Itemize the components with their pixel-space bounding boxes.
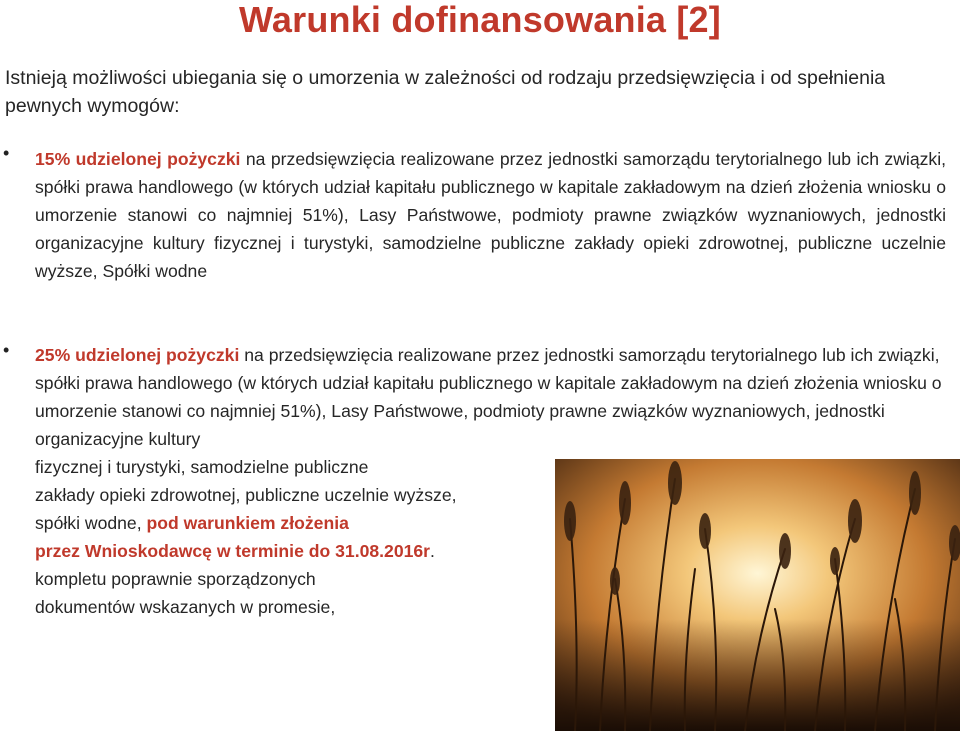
deadline-highlight: przez Wnioskodawcę w terminie do 31.08.2016r — [35, 541, 431, 561]
bullet-text: na przedsięwzięcia realizowane przez jednostki samorządu terytorialnego lub ich związki, spółki prawa handlowego (w których udział kapitału publicznego w kapitale zakładowym na dzień złożenia wniosku o umorzenie stanowi co najmniej 51%), Lasy Państwowe, podmioty prawne związków wyznaniowych, jednostki organizacyjne kultury — [35, 345, 942, 449]
bullet-text: na przedsięwzięcia realizowane przez jednostki samorządu terytorialnego lub ich związki, spółki prawa handlowego (w których udział kapitału publicznego w kapitale zakładowym na dzień złożenia wniosku o umorzenie stanowi co najmniej 51%), Lasy Państwowe, podmioty prawne związków wyznaniowych, jednostki organizacyjne kultury fizycznej i turystyki, samodzielne publiczne zakłady opieki zdrowotnej, publiczne uczelnie wyższe, Spółki wodne — [35, 149, 947, 281]
highlight-percent: 15% udzielonej — [35, 149, 162, 169]
text-fragment: . — [430, 541, 435, 561]
text-fragment: spółki wodne, — [35, 513, 142, 533]
text-line — [35, 537, 540, 565]
text-line — [35, 509, 540, 537]
bullet-item-15-percent — [35, 145, 946, 285]
text-line: fizycznej i turystyki, samodzielne publiczne — [35, 457, 369, 477]
page-title: Warunki dofinansowania [2] — [239, 0, 721, 40]
text-line: dokumentów wskazanych w promesie, — [35, 597, 336, 617]
text-line: zakłady opieki zdrowotnej, publiczne uczelnie wyższe, — [35, 485, 457, 505]
bullet-icon: • — [3, 143, 10, 163]
intro-text: Istnieją możliwości ubiegania się o umorzenia w zależności od rodzaju przedsięwzięcia i od spełnienia pewnych wymogów: — [5, 67, 886, 117]
highlight-loan: pożyczki — [167, 149, 241, 169]
bullet-item-25-percent — [35, 341, 946, 453]
bullet-item-25-percent-continued — [35, 453, 540, 621]
reeds-sunset-photo — [555, 459, 960, 731]
bullet-icon: • — [3, 340, 10, 360]
condition-highlight: pod warunkiem złożenia — [146, 513, 349, 533]
text-line: kompletu poprawnie sporządzonych — [35, 569, 316, 589]
highlight-percent-loan: 25% udzielonej pożyczki — [35, 345, 240, 365]
